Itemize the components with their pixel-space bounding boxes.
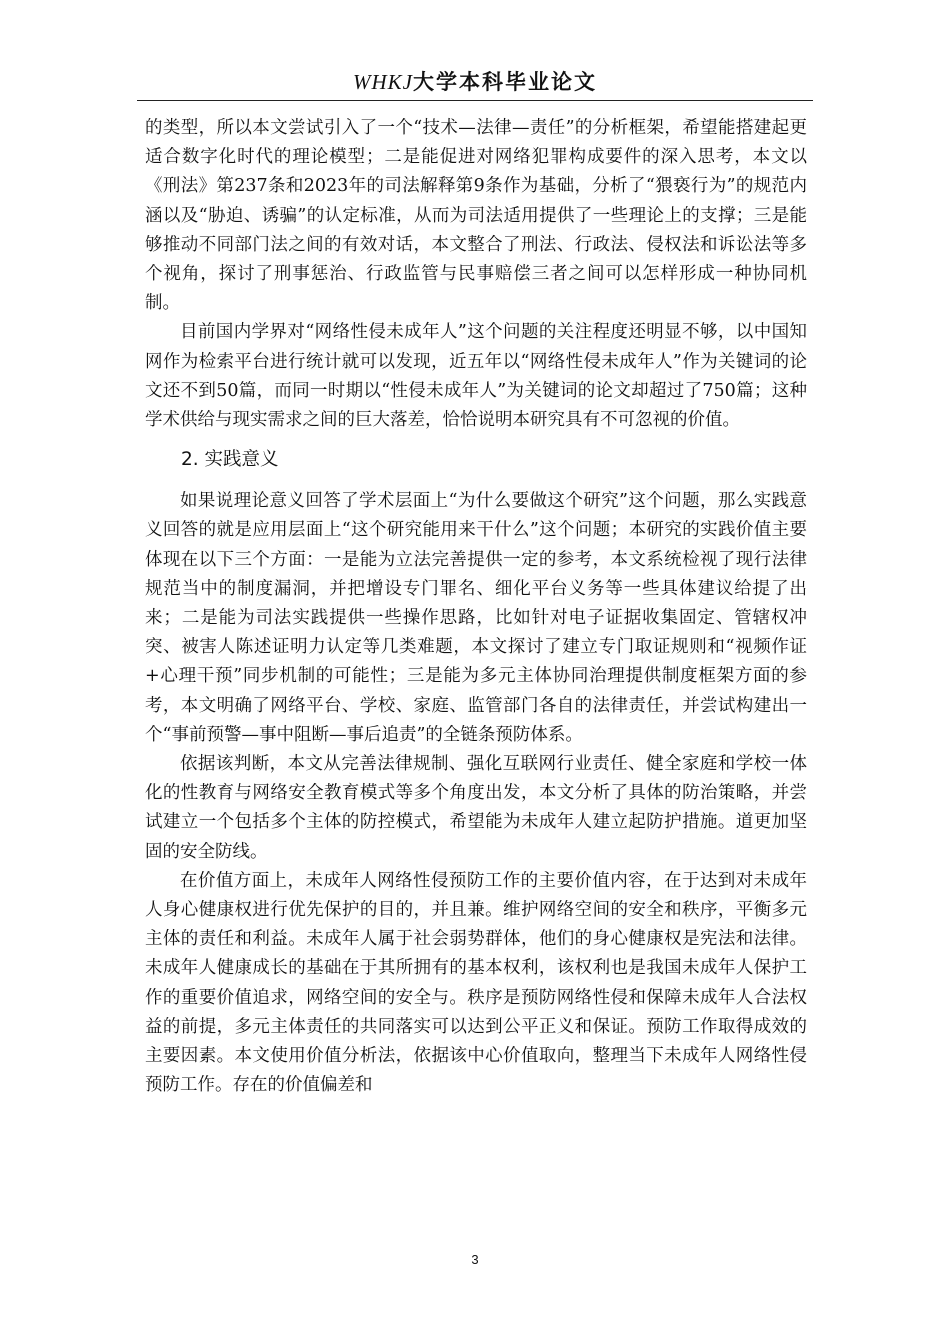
section-heading-practical-significance: 2. 实践意义 [181,449,279,471]
paragraph-value-analysis: 在价值方面上，未成年人网络性侵预防工作的主要价值内容，在于达到对未成年人身心健康权进行优先保护的目的，并且兼。维护网络空间的安全和秩序，平衡多元主体的责任和利益。未成年人属于社会弱势群体，他们的身心健康权是宪法和法律。未成年人健康成长的基础在于其所拥有的基本权利，该权利也是我国未成年人保护工作的重要价值追求，网络空间的安全与。秩序是预防网络性侵和保障未成年人合法权益的前提，多元主体责任的共同落实可以达到公平正义和保证。预防工作取得成效的主要因素。本文使用价值分析法，依据该中心价值取向，整理当下未成年人网络性侵预防工作。存在的价值偏差和 [145,870,807,1096]
header-title-text: 大学本科毕业论文 [413,70,597,94]
paragraph-theory-continued: 的类型，所以本文尝试引入了一个“技术—法律—责任”的分析框架，希望能搭建起更适合数字化时代的理论模型；二是能促进对网络犯罪构成要件的深入思考，本文以《刑法》第237条和2023年的司法解释第9条作为基础，分析了“猥亵行为”的规范内涵以及“胁迫、诱骗”的认定标准，从而为司法适用提供了一些理论上的支撑；三是能够推动不同部门法之间的有效对话，本文整合了刑法、行政法、侵权法和诉讼法等多个视角，探讨了刑事惩治、行政监管与民事赔偿三者之间可以怎样形成一种协同机制。 [145,118,807,314]
page-number: 3 [471,1252,479,1267]
paragraph-prevention-strategy: 依据该判断，本文从完善法律规制、强化互联网行业责任、健全家庭和学校一体化的性教育与网络安全教育模式等多个角度出发，本文分析了具体的防治策略，并尝试建立一个包括多个主体的防控模式，希望能为未成年人建立起防护措施。道更加坚固的安全防线。 [145,754,807,862]
header-title-brand: WHKJ [353,70,413,94]
header-title [137,66,813,96]
document-body [145,114,807,1101]
paragraph-practical-value: 如果说理论意义回答了学术层面上“为什么要做这个研究”这个问题，那么实践意义回答的就是应用层面上“这个研究能用来干什么”这个问题；本研究的实践价值主要体现在以下三个方面：一是能为立法完善提供一定的参考，本文系统检视了现行法律规范当中的制度漏洞，并把增设专门罪名、细化平台义务等一些具体建议给提了出来；二是能为司法实践提供一些操作思路，比如针对电子证据收集固定、管辖权冲突、被害人陈述证明力认定等几类难题，本文探讨了建立专门取证规则和“视频作证+心理干预”同步机制的可能性；三是能为多元主体协同治理提供制度框架方面的参考，本文明确了网络平台、学校、家庭、监管部门各自的法律责任，并尝试构建出一个“事前预警—事中阻断—事后追责”的全链条预防体系。 [145,491,807,745]
paragraph-research-gap: 目前国内学界对“网络性侵未成年人”这个问题的关注程度还明显不够，以中国知网作为检索平台进行统计就可以发现，近五年以“网络性侵未成年人”作为关键词的论文还不到50篇，而同一时期以“性侵未成年人”为关键词的论文却超过了750篇；这种学术供给与现实需求之间的巨大落差，恰恰说明本研究具有不可忽视的价值。 [145,322,807,431]
page-header [137,58,813,101]
